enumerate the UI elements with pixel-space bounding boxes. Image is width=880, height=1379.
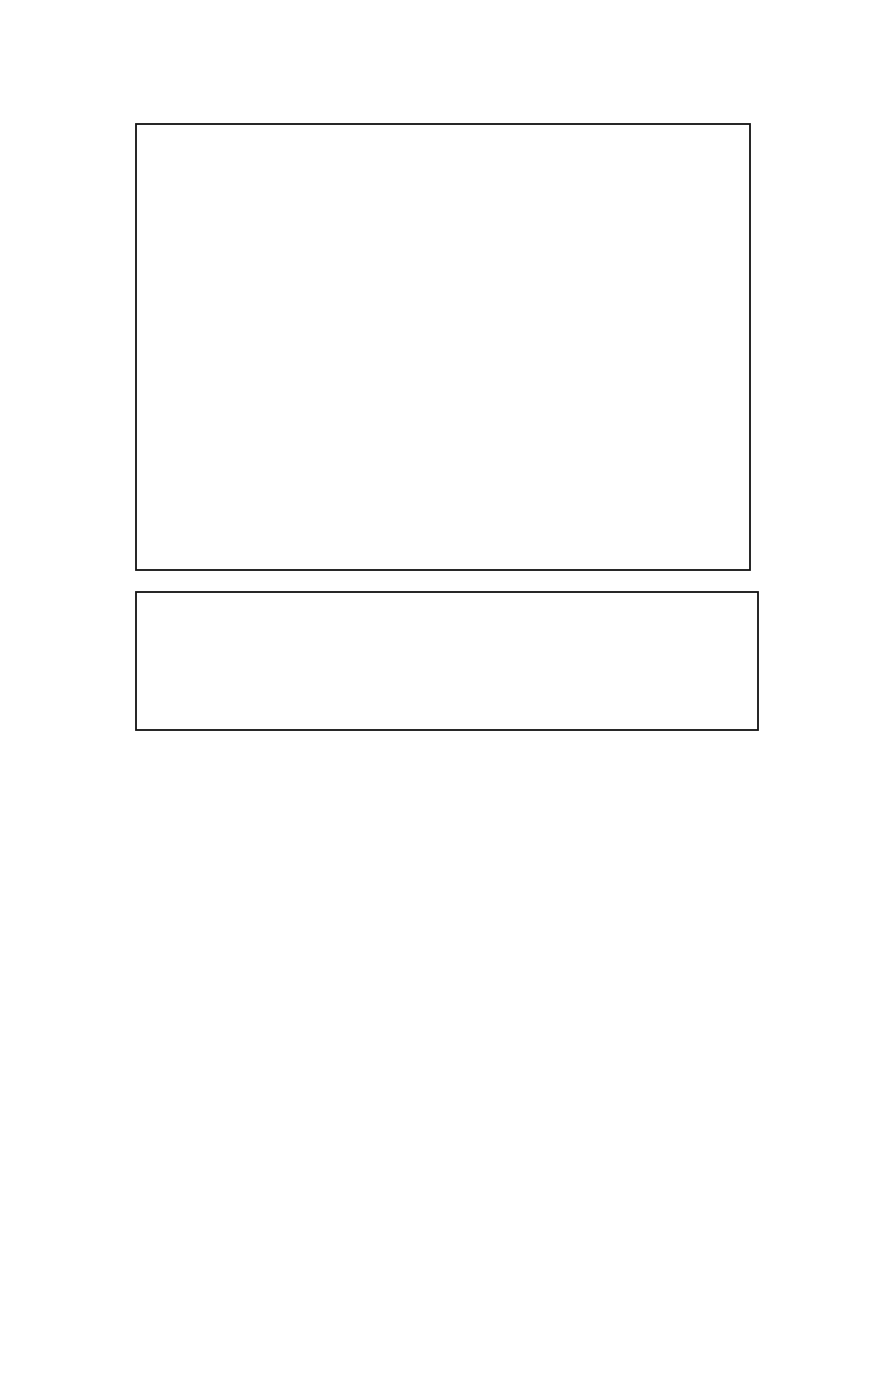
top-chart-frame [136, 124, 750, 570]
total-value-label-bg [550, 260, 638, 278]
other-label-bg [636, 326, 680, 344]
sand-gravel-label-bg [584, 526, 700, 544]
top-chart [136, 124, 750, 570]
stone-label-bg [662, 404, 710, 422]
bottom-chart-frame [136, 592, 758, 730]
gold-label-bg [452, 614, 492, 632]
bottom-chart [136, 592, 758, 730]
